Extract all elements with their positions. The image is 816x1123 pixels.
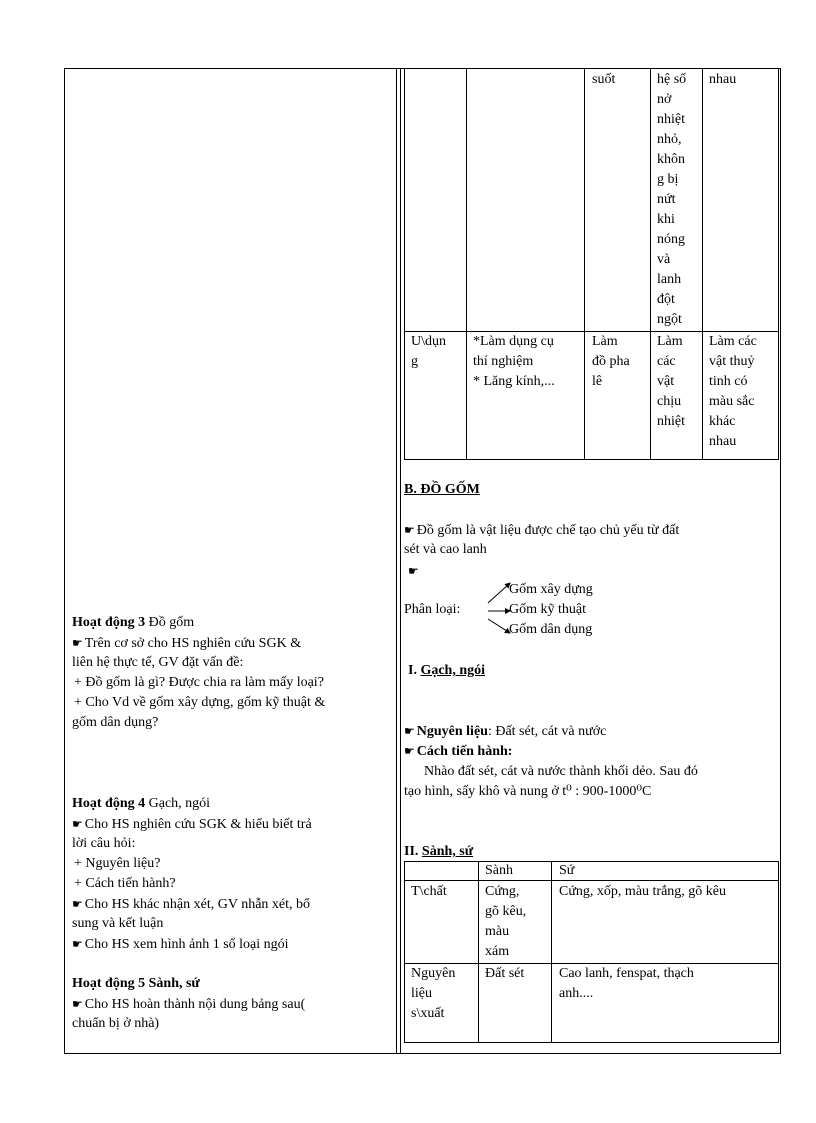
activity-4-text: ☛ Cho HS khác nhận xét, GV nhẫn xét, bổ	[72, 894, 310, 915]
type-gom-ky-thuat: Gốm kỹ thuật	[509, 602, 586, 617]
hand-pointing-icon: ☛	[72, 636, 83, 650]
table-cell: Cứng, gõ kêu, màu xám	[485, 884, 527, 959]
procedure-label: ☛ Cách tiến hành:	[404, 741, 512, 762]
table-header: Sứ	[559, 863, 575, 878]
hand-pointing-icon: ☛	[408, 564, 419, 578]
table-cell: Làm đồ pha lê	[592, 334, 630, 389]
activity-4-text: ☛ Cho HS nghiên cứu SGK & hiểu biết trả	[72, 814, 312, 835]
table-cell: Làm các vật chịu nhiệt	[657, 334, 685, 429]
table-cell: *Làm dụng cụ thí nghiệm * Lăng kính,...	[473, 334, 555, 389]
raw-materials: ☛ Nguyên liệu: Đất sét, cát và nước	[404, 721, 606, 742]
outer-border-right	[780, 68, 781, 1054]
table-cell: Nguyên liệu s\xuất	[411, 966, 456, 1021]
gom-definition: ☛ Đồ gốm là vật liệu được chế tạo chủ yếu từ đất	[404, 520, 679, 541]
hand-pointing-icon: ☛	[72, 897, 83, 911]
section-i-title: I. Gạch, ngói	[408, 663, 486, 678]
hand-pointing-icon: ☛	[404, 523, 415, 537]
table-header: Sành	[485, 863, 513, 878]
table-cell: hệ số nở nhiệt nhỏ, khôn g bị nứt khi nóng và lanh đột ngột	[657, 72, 687, 327]
outer-border-bottom	[64, 1053, 781, 1054]
hand-pointing-icon: ☛	[72, 817, 83, 831]
activity-3-heading: Hoạt động 3 Đồ gốm	[72, 615, 195, 630]
hand-pointing-icon: ☛	[404, 744, 415, 758]
outer-border-left	[64, 68, 65, 1054]
table-cell: U\dụn g	[411, 334, 446, 369]
activity-3-text: liên hệ thực tế, GV đặt vấn đề:	[72, 655, 244, 670]
activity-4-question: + Cách tiến hành?	[74, 876, 176, 891]
table-cell: suốt	[592, 72, 616, 87]
activity-3-question: gốm dân dụng?	[72, 715, 159, 730]
table-cell: Cứng, xốp, màu trắng, gõ kêu	[559, 884, 727, 899]
activity-4-text: sung và kết luận	[72, 916, 164, 931]
classification-label: Phân loại:	[404, 602, 461, 617]
table-cell: Làm các vật thuỷ tinh có màu sắc khác nhau	[709, 334, 757, 449]
hand-pointing-icon: ☛	[404, 724, 415, 738]
gom-definition-cont: sét và cao lanh	[404, 542, 487, 557]
type-gom-dan-dung: Gốm dân dụng	[509, 622, 593, 637]
table-cell: nhau	[709, 72, 737, 87]
activity-3-question: + Đồ gốm là gì? Được chia ra làm mấy loại?	[74, 675, 324, 690]
activity-4-question: + Nguyên liệu?	[74, 856, 161, 871]
outer-border-top	[64, 68, 781, 69]
section-b-title: B. ĐỒ GỐM	[404, 482, 480, 497]
procedure-text: Nhào đất sét, cát và nước thành khối dẻo. Sau đó	[424, 764, 698, 779]
activity-4-text: lời câu hỏi:	[72, 836, 136, 851]
table-cell: T\chất	[411, 884, 447, 899]
section-ii-title: II. Sành, sứ	[404, 844, 474, 859]
activity-5-text: ☛ Cho HS hoàn thành nội dung bảng sau(	[72, 994, 305, 1015]
activity-3-question: + Cho Vd về gốm xây dựng, gốm kỹ thuật &	[74, 695, 326, 710]
activity-5-text: chuẩn bị ở nhà)	[72, 1016, 160, 1031]
table-cell: Cao lanh, fenspat, thạch anh....	[559, 966, 694, 1001]
activity-4-text: ☛ Cho HS xem hình ảnh 1 số loại ngói	[72, 934, 289, 955]
column-divider-b	[400, 68, 401, 1054]
hand-pointing-icon: ☛	[72, 997, 83, 1011]
procedure-text-cont: tạo hình, sấy khô và nung ở t⁰ : 900-1000⁰C	[404, 784, 652, 799]
classification-arrows	[480, 575, 520, 640]
type-gom-xay-dung: Gốm xây dựng	[509, 582, 593, 597]
activity-5-heading: Hoạt động 5 Sành, sứ	[72, 976, 200, 991]
column-divider-a	[396, 68, 397, 1054]
activity-4-heading: Hoạt động 4 Gạch, ngói	[72, 796, 211, 811]
table-cell: Đất sét	[485, 966, 525, 981]
hand-pointing-icon: ☛	[72, 937, 83, 951]
activity-3-text: ☛ Trên cơ sở cho HS nghiên cứu SGK &	[72, 633, 301, 654]
